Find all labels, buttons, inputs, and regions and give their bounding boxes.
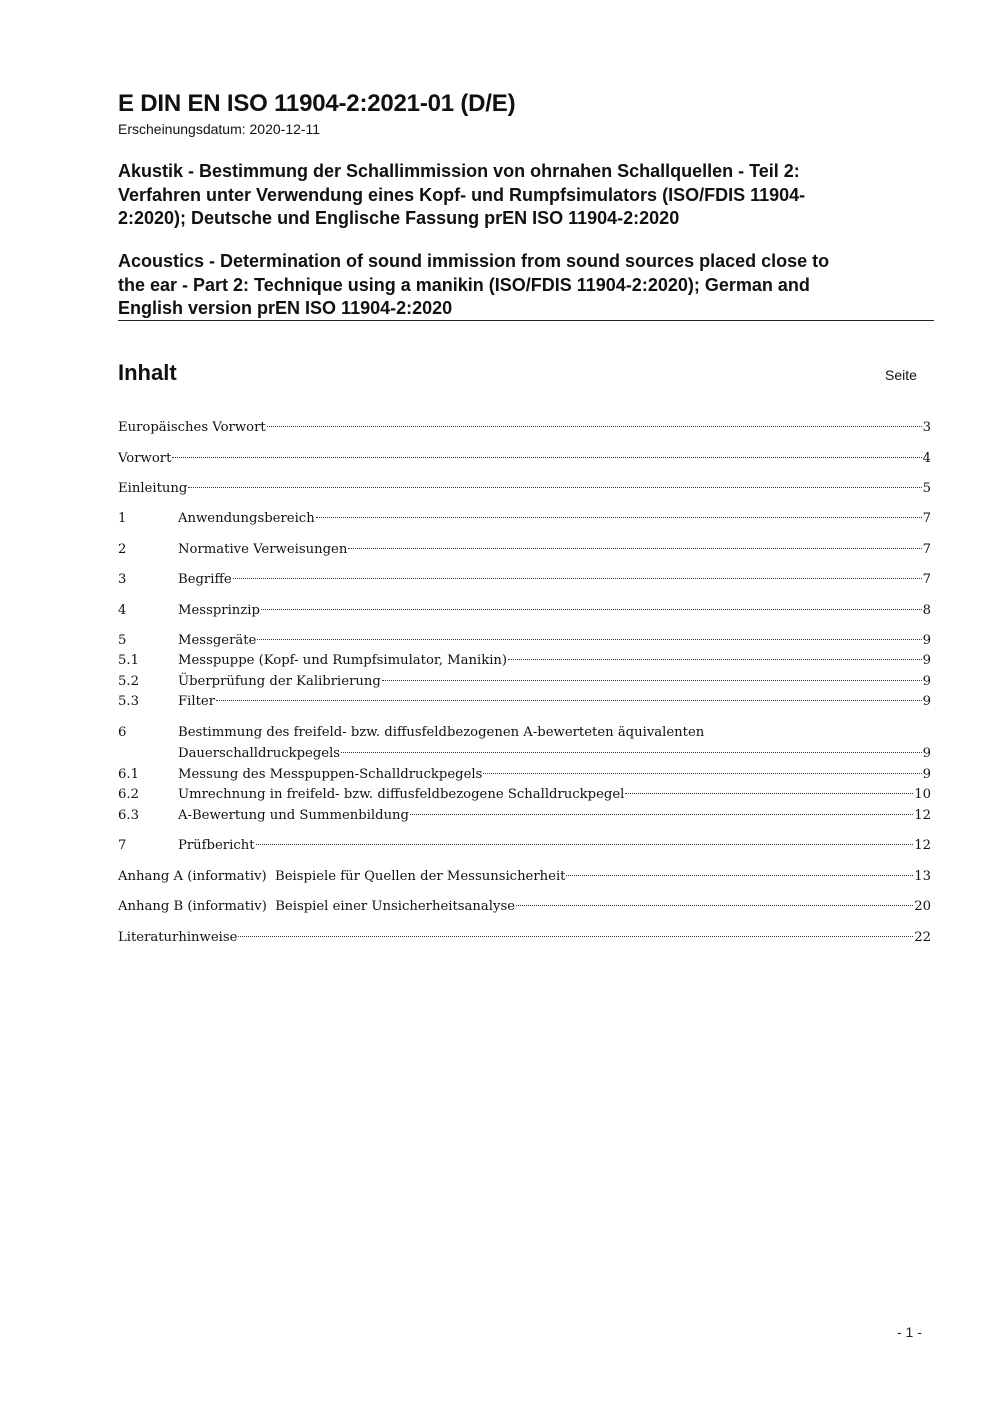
toc-entry-label: Dauerschalldruckpegels <box>178 746 341 761</box>
toc-entry-label: Europäisches Vorwort <box>118 420 266 435</box>
toc-entry[interactable] <box>118 478 931 499</box>
toc-entry-page: 5 <box>922 481 931 496</box>
title-english-line: English version prEN ISO 11904-2:2020 <box>118 298 453 318</box>
toc-entry-page: 12 <box>914 808 931 823</box>
toc-entry-label: Normative Verweisungen <box>178 542 348 557</box>
toc-entry-label: Begriffe <box>178 572 232 587</box>
toc-entry-label: Messpuppe (Kopf- und Rumpfsimulator, Manikin) <box>178 653 508 668</box>
toc-entry[interactable] <box>118 417 931 438</box>
toc-entry-page: 9 <box>922 674 931 689</box>
toc-entry-page: 9 <box>922 653 931 668</box>
toc-entry-label: Anhang B (informativ) Beispiel einer Unsicherheitsanalyse <box>118 899 516 914</box>
toc-entry-label: Messgeräte <box>178 633 257 648</box>
title-german-line: 2:2020); Deutsche und Englische Fassung prEN ISO 11904-2:2020 <box>118 208 680 228</box>
toc-entry[interactable] <box>118 650 931 671</box>
toc-leader <box>410 814 913 815</box>
title-german-line: Verfahren unter Verwendung eines Kopf- und Rumpfsimulators (ISO/FDIS 11904- <box>118 184 806 205</box>
toc-entry-label: Messung des Messpuppen-Schalldruckpegels <box>178 767 483 782</box>
toc-entry-label: Literaturhinweise <box>118 930 238 945</box>
publication-date: Erscheinungsdatum: 2020-12-11 <box>118 121 321 137</box>
toc-entry[interactable] <box>118 539 931 560</box>
toc-entry-label: Umrechnung in freifeld- bzw. diffusfeldbezogene Schalldruckpegel <box>178 787 625 802</box>
toc-entry-number: 5.2 <box>118 674 139 689</box>
toc-leader <box>516 905 913 906</box>
title-german <box>118 160 918 231</box>
toc-leader <box>316 517 922 518</box>
toc-leader <box>267 426 922 427</box>
toc-entry-number: 1 <box>118 511 127 526</box>
toc-entry-label: Anhang A (informativ) Beispiele für Quellen der Messunsicherheit <box>118 869 566 884</box>
toc-entry[interactable] <box>118 896 931 917</box>
toc-entry-page: 3 <box>922 420 931 435</box>
toc-entry-page: 12 <box>914 838 931 853</box>
title-german-line: Akustik - Bestimmung der Schallimmission von ohrnahen Schallquellen - Teil 2: <box>118 161 800 181</box>
toc-entry-label: Überprüfung der Kalibrierung <box>178 674 381 689</box>
title-english <box>118 250 918 321</box>
title-divider <box>118 320 934 321</box>
toc-entry-page: 7 <box>922 572 931 587</box>
toc-entry-label: Prüfbericht <box>178 838 255 853</box>
toc-entry-number: 4 <box>118 603 127 618</box>
toc-entry-page: 22 <box>914 930 931 945</box>
toc-entry-page: 20 <box>914 899 931 914</box>
toc-leader <box>172 457 921 458</box>
page-number: - 1 - <box>897 1324 922 1340</box>
toc-leader <box>483 773 921 774</box>
toc-entry-label: Vorwort <box>118 451 172 466</box>
toc-entry-label: Einleitung <box>118 481 188 496</box>
toc-entry-page: 8 <box>922 603 931 618</box>
title-english-line: the ear - Part 2: Technique using a manikin (ISO/FDIS 11904-2:2020); German and <box>118 274 810 295</box>
toc-entry-label: Messprinzip <box>178 603 260 618</box>
toc-heading: Inhalt <box>118 360 177 385</box>
title-english-line: Acoustics - Determination of sound immission from sound sources placed close to <box>118 251 830 271</box>
toc-entry-page: 13 <box>914 869 931 884</box>
toc-entry[interactable] <box>118 805 931 826</box>
toc-entry-number: 7 <box>118 838 127 853</box>
toc-entry-label-line1: Bestimmung des freifeld- bzw. diffusfeldbezogenen A-bewerteten äquivalenten <box>178 725 705 740</box>
toc-entry-page: 9 <box>922 694 931 709</box>
toc-entry[interactable] <box>118 866 931 887</box>
toc-entry[interactable] <box>118 600 931 621</box>
toc-leader <box>341 752 922 753</box>
toc-entry-label: Filter <box>178 694 215 709</box>
toc-entry-label: Anwendungsbereich <box>178 511 315 526</box>
toc-leader <box>256 844 914 845</box>
toc-entry-number: 5.1 <box>118 653 139 668</box>
toc-entry-number: 5.3 <box>118 694 139 709</box>
toc-leader <box>508 659 922 660</box>
toc-entry-page: 9 <box>922 767 931 782</box>
toc-entry[interactable] <box>118 691 931 712</box>
toc-entry-label: A-Bewertung und Summenbildung <box>178 808 409 823</box>
toc-leader <box>566 875 913 876</box>
toc-entry-page: 4 <box>922 451 931 466</box>
toc-entry[interactable] <box>118 630 931 651</box>
toc-entry[interactable] <box>118 835 931 856</box>
toc-entry-number: 5 <box>118 633 127 648</box>
toc-entry-number: 6.1 <box>118 767 139 782</box>
toc-entry-page: 10 <box>914 787 931 802</box>
toc-entry[interactable] <box>118 508 931 529</box>
toc-entry-page: 7 <box>922 511 931 526</box>
toc-entry-number: 2 <box>118 542 127 557</box>
document-id: E DIN EN ISO 11904-2:2021-01 (D/E) <box>118 90 516 117</box>
toc-leader <box>257 639 921 640</box>
toc-leader <box>216 700 922 701</box>
toc-entry[interactable] <box>118 927 931 948</box>
toc-entry-number: 3 <box>118 572 127 587</box>
toc-leader <box>261 609 922 610</box>
toc-leader <box>348 548 921 549</box>
toc-leader <box>382 680 922 681</box>
toc-leader <box>233 578 922 579</box>
toc-entry[interactable] <box>118 671 931 692</box>
toc-entry-number: 6 <box>118 725 127 740</box>
toc-entry[interactable] <box>118 722 931 764</box>
toc-entry-page: 9 <box>922 746 931 761</box>
toc-leader <box>188 487 921 488</box>
toc-leader <box>625 793 913 794</box>
toc-page-label: Seite <box>885 367 917 383</box>
toc-entry[interactable] <box>118 569 931 590</box>
toc-entry-page: 7 <box>922 542 931 557</box>
toc-entry[interactable] <box>118 448 931 469</box>
toc-entry[interactable] <box>118 764 931 785</box>
toc-entry-number: 6.3 <box>118 808 139 823</box>
toc-entry-number: 6.2 <box>118 787 139 802</box>
toc-leader <box>238 936 913 937</box>
toc-entry[interactable] <box>118 784 931 805</box>
toc-entry-page: 9 <box>922 633 931 648</box>
